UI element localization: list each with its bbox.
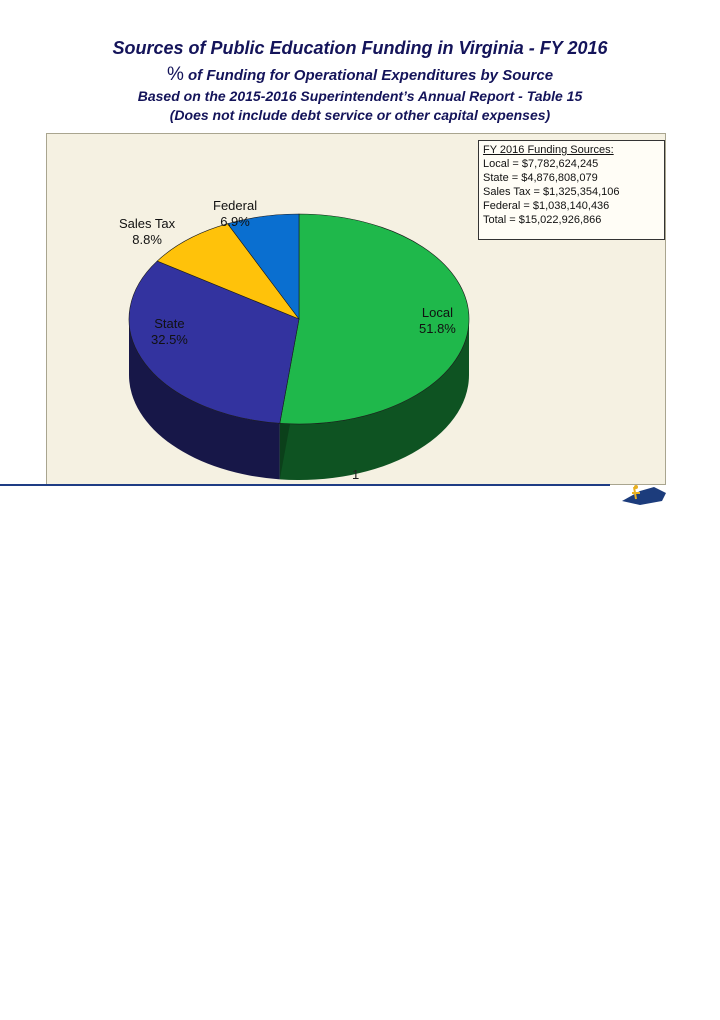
legend-heading: FY 2016 Funding Sources:: [483, 144, 614, 156]
local-name: Local: [421, 305, 453, 320]
source-note: Based on the 2015-2016 Superintendent’s Annual Report - Table 15: [137, 88, 583, 104]
slice-label-federal: [213, 198, 257, 230]
chart-title: Sources of Public Education Funding in Virginia - FY 2016: [112, 38, 608, 58]
page-number: 1: [352, 467, 360, 482]
state-percent: 32.5%: [151, 332, 188, 347]
slice-label-local: [419, 305, 456, 337]
legend-line-sales-tax: Sales Tax = $1,325,354,106: [483, 186, 620, 198]
percent-symbol: %: [166, 64, 184, 85]
chart-subtitle: [0, 64, 720, 86]
legend-line-state: State = $4,876,808,079: [483, 172, 598, 184]
footer-rule: [0, 484, 610, 486]
state-name: State: [154, 316, 185, 331]
legend-line-total: Total = $15,022,926,866: [483, 214, 602, 226]
exclusion-note: (Does not include debt service or other capital expenses): [169, 107, 551, 123]
slice-label-state: [151, 316, 188, 348]
vdoe-logo: [600, 485, 718, 537]
local-percent: 51.8%: [419, 321, 456, 336]
virginia-map-icon: [600, 485, 718, 537]
federal-percent: 6.9%: [220, 214, 250, 229]
funding-legend: [478, 140, 665, 240]
sales-tax-percent: 8.8%: [132, 232, 162, 247]
slice-label-sales-tax: [119, 216, 175, 248]
subtitle-text: of Funding for Operational Expenditures by Source: [183, 67, 554, 84]
sales-tax-name: Sales Tax: [119, 216, 176, 231]
legend-line-local: Local = $7,782,624,245: [483, 158, 599, 170]
legend-line-federal: Federal = $1,038,140,436: [483, 200, 610, 212]
federal-name: Federal: [213, 198, 258, 213]
